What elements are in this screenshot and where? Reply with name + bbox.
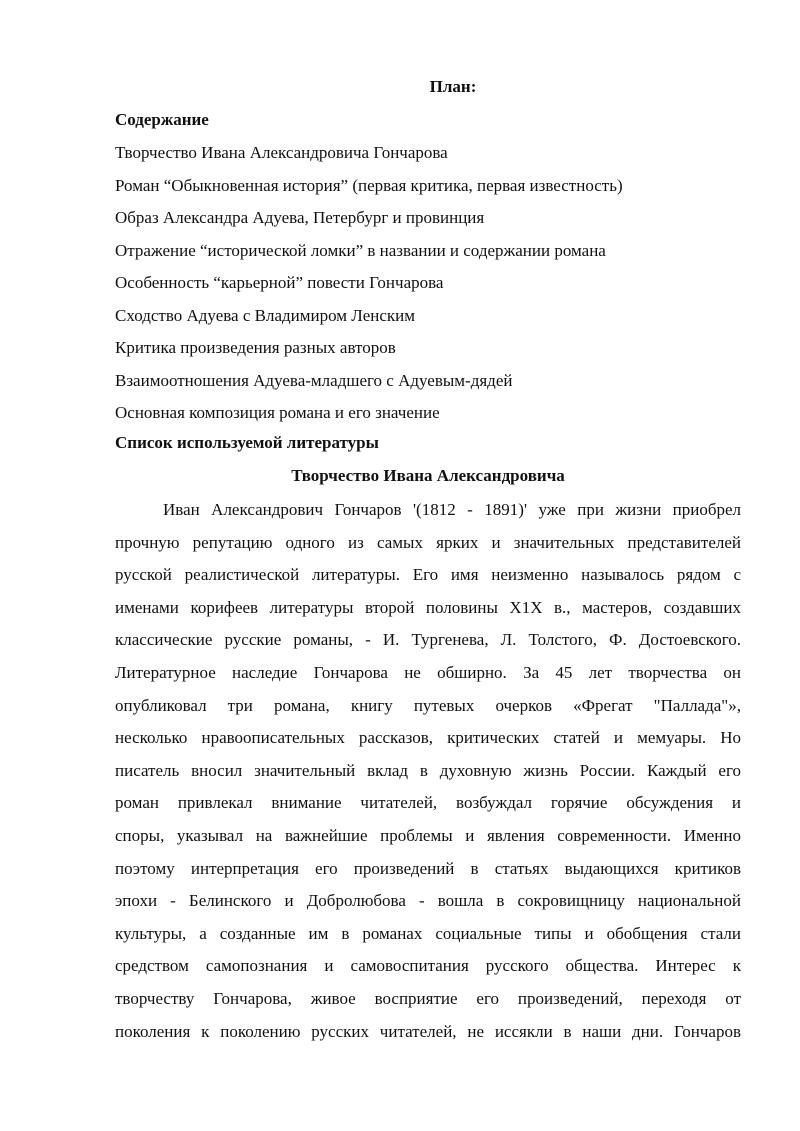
toc-item: Особенность “карьерной” повести Гончарова <box>115 273 444 292</box>
paragraph-line: средством самопознания и самовоспитания русского общества. Интерес к <box>115 956 741 976</box>
toc-item: Образ Александра Адуева, Петербург и провинция <box>115 208 485 227</box>
paragraph-line: писатель вносил значительный вклад в духовную жизнь России. Каждый его <box>115 760 741 780</box>
paragraph-line: именами корифеев литературы второй половины X1X в., мастеров, создавших <box>115 597 741 617</box>
toc-item: Сходство Адуева с Владимиром Ленским <box>115 305 415 325</box>
paragraph-line: культуры, а созданные им в романах социальные типы и обобщения стали <box>115 923 741 943</box>
paragraph-line: творчеству Гончарова, живое восприятие его произведений, переходя от <box>115 988 741 1008</box>
paragraph-line: роман привлекал внимание читателей, возбуждал горячие обсуждения и <box>115 793 741 813</box>
paragraph-line: эпохи - Белинского и Добролюбова - вошла в сокровищницу национальной <box>115 891 741 911</box>
table-of-contents <box>115 142 623 435</box>
toc-item: Роман “Обыкновенная история” (первая критика, первая известность) <box>115 175 623 195</box>
paragraph-line: русской реалистической литературы. Его имя неизменно называлось рядом с <box>115 565 741 585</box>
toc-item: Основная композиция романа и его значение <box>115 403 440 422</box>
paragraph-line: поэтому интерпретация его произведений в статьях выдающихся критиков <box>115 858 741 878</box>
body-paragraph <box>115 494 741 1048</box>
toc-item: Творчество Ивана Александровича Гончарова <box>115 143 448 162</box>
paragraph-line: поколения к поколению русских читателей, не иссякли в наши дни. Гончаров <box>115 1021 741 1041</box>
toc-item: Отражение “исторической ломки” в названии и содержании романа <box>115 240 606 260</box>
bibliography-heading: Список используемой литературы <box>115 433 379 452</box>
paragraph-line: Иван Александрович Гончаров '(1812 - 1891)' уже при жизни приобрел <box>163 500 741 519</box>
paragraph-line: прочную репутацию одного из самых ярких и значительных представителей <box>115 532 741 552</box>
paragraph-line: Литературное наследие Гончарова не обширно. За 45 лет творчества он <box>115 662 741 682</box>
paragraph-line: опубликовал три романа, книгу путевых очерков «Фрегат "Паллада"», <box>115 695 741 715</box>
plan-title: План: <box>429 77 477 96</box>
contents-heading: Содержание <box>115 110 209 129</box>
paragraph-line: споры, указывал на важнейшие проблемы и явления современности. Именно <box>115 825 741 845</box>
toc-item: Взаимоотношения Адуева-младшего с Адуевым-дядей <box>115 370 513 390</box>
section-heading: Творчество Ивана Александровича <box>291 466 565 485</box>
paragraph-line: несколько нравоописательных рассказов, критических статей и мемуары. Но <box>115 728 741 748</box>
paragraph-line: классические русские романы, - И. Тургенева, Л. Толстого, Ф. Достоевского. <box>115 630 741 650</box>
toc-item: Критика произведения разных авторов <box>115 338 396 357</box>
